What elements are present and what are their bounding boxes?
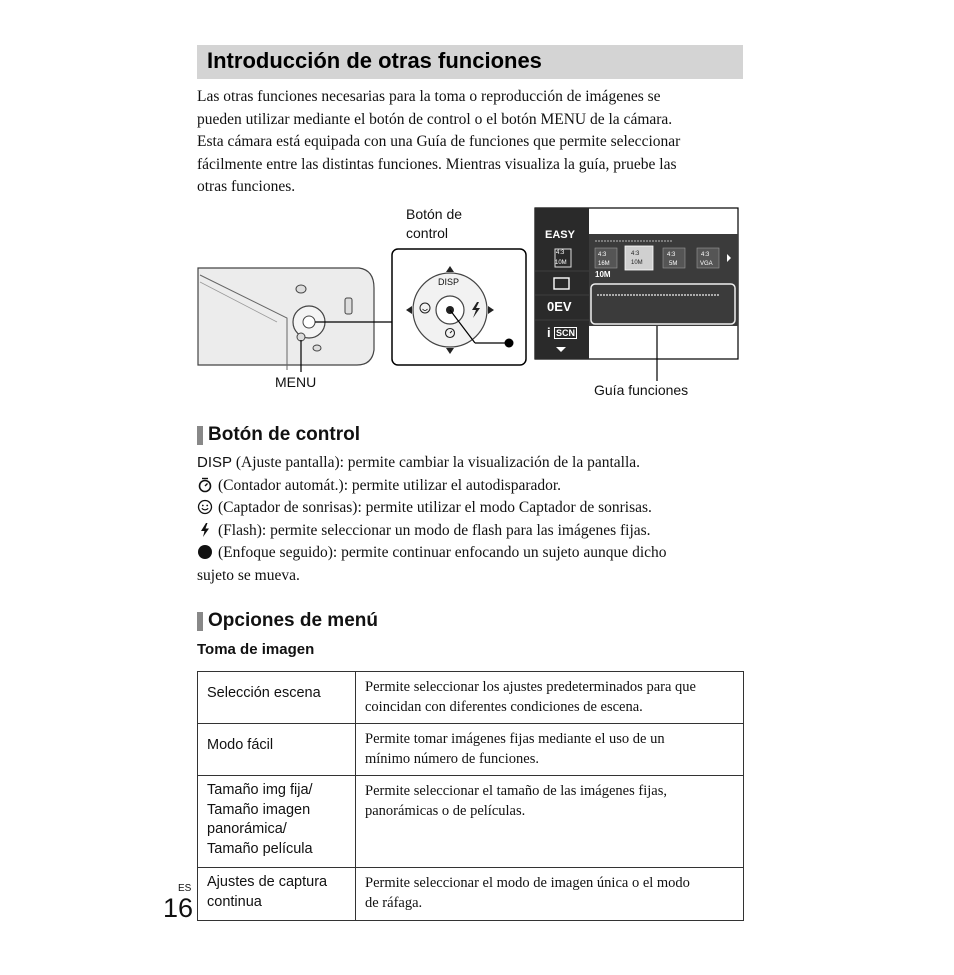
option-description: Permite tomar imágenes fijas mediante el uso de un mínimo número de funciones. <box>356 724 744 776</box>
size-icon: 10M <box>555 260 567 266</box>
flash-line: (Flash): permite seleccionar un modo de flash para las imágenes fijas. <box>197 520 742 543</box>
size-aspect-vga: 4:3 <box>701 252 710 258</box>
ev-icon: 0EV <box>547 299 572 314</box>
page-title: Introducción de otras funciones <box>207 48 542 73</box>
tracking-line: (Enfoque seguido): permite continuar enfocando un sujeto aunque dicho <box>197 542 742 565</box>
flash-icon <box>197 522 213 538</box>
option-name: Tamaño img fija/ Tamaño imagen panorámica/ Tamaño película <box>198 776 356 868</box>
label-function-guide: Guía funciones <box>594 382 689 398</box>
intelligent-icon: i <box>547 325 551 340</box>
smile-line: (Captador de sonrisas): permite utilizar el modo Captador de sonrisas. <box>197 497 742 520</box>
disp-line: DISP (Ajuste pantalla): permite cambiar la visualización de la pantalla. <box>197 454 641 471</box>
size-10m: 10M <box>631 260 643 266</box>
intro-line: Esta cámara está equipada con una Guía de funciones que permite seleccionar <box>197 133 681 150</box>
subheading-shooting: Toma de imagen <box>197 641 315 658</box>
menu-options-table <box>197 671 744 921</box>
intro-line: fácilmente entre las distintas funciones. Mientras visualiza la guía, pruebe las <box>197 155 677 173</box>
camera-body <box>198 268 374 370</box>
option-name: Selección escena <box>198 672 356 724</box>
section-heading-menu: Opciones de menú <box>197 610 378 632</box>
easy-icon: EASY <box>545 229 575 241</box>
size-aspect-10m: 4:3 <box>631 251 640 257</box>
option-name: Ajustes de captura continua <box>198 868 356 921</box>
intro-line: Las otras funciones necesarias para la toma o reproducción de imágenes se <box>197 88 661 105</box>
page-language: ES <box>178 883 192 894</box>
option-name: Modo fácil <box>198 724 356 776</box>
selected-size-label: 10M <box>595 270 611 279</box>
table-row <box>198 724 744 776</box>
intro-paragraph <box>197 86 747 199</box>
size-5m: 5M <box>669 261 678 267</box>
self-timer-line: (Contador automát.): permite utilizar el autodisparador. <box>197 475 742 498</box>
tracking-line-cont: sujeto se mueva. <box>197 566 300 584</box>
tracking-focus-icon <box>197 544 213 560</box>
table-row <box>198 672 744 724</box>
title-bar <box>197 45 743 79</box>
option-description: Permite seleccionar el tamaño de las imágenes fijas, panorámicas o de películas. <box>356 776 744 868</box>
heading-bar <box>197 612 203 631</box>
intro-line: otras funciones. <box>197 178 296 195</box>
option-description: Permite seleccionar el modo de imagen única o el modo de ráfaga. <box>356 868 744 921</box>
self-timer-icon <box>197 477 213 493</box>
section-heading-control: Botón de control <box>197 424 360 446</box>
table-row <box>198 776 744 868</box>
control-button-zoom <box>392 249 526 365</box>
option-description: Permite seleccionar los ajustes predeterminados para que coincidan con diferentes condiciones de escena. <box>356 672 744 724</box>
smile-shutter-icon <box>197 499 213 515</box>
heading-bar <box>197 426 203 445</box>
label-control-button: Botón de control <box>406 206 463 241</box>
page-number: 16 <box>163 893 194 923</box>
size-aspect-5m: 4:3 <box>667 252 676 258</box>
control-description <box>197 452 742 587</box>
intro-line: pueden utilizar mediante el botón de control o el botón MENU de la cámara. <box>197 110 673 128</box>
size-vga: VGA <box>700 261 713 267</box>
disp-label: DISP <box>438 277 460 287</box>
label-menu: MENU <box>275 374 317 390</box>
table-row <box>198 868 744 921</box>
size-16m: 16M <box>598 261 610 267</box>
camera-figure <box>197 200 742 410</box>
scene-icon: SCN <box>556 328 576 338</box>
size-aspect-16m: 4:3 <box>598 252 607 258</box>
aspect-icon: 4:3 <box>556 250 565 256</box>
